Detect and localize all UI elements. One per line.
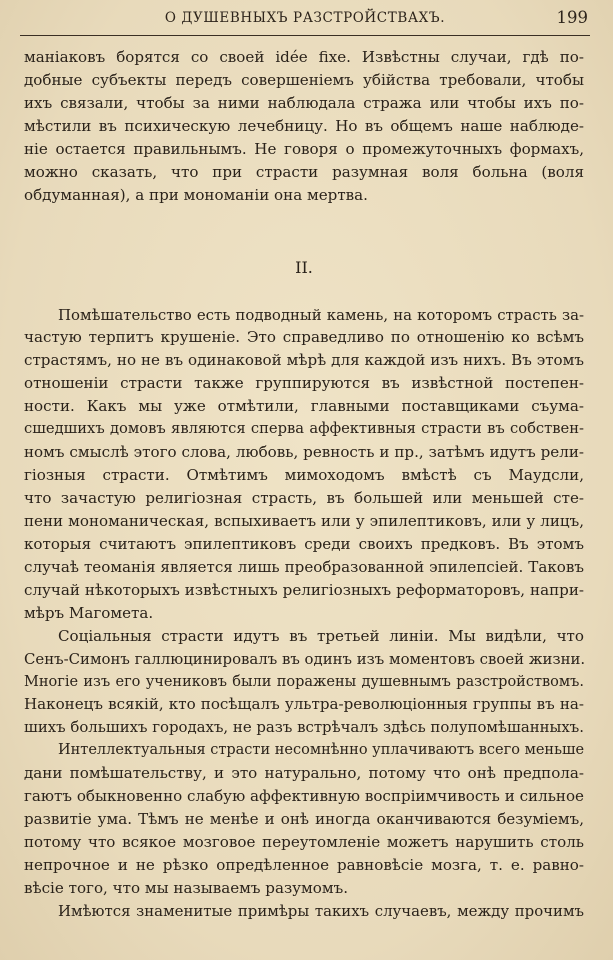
text-line: сшедшихъ домовъ являются сперва аффективныя страсти въ собствен- — [24, 420, 584, 438]
text-line: частую терпитъ крушеніе. Это справедливо по отношенію ко всѣмъ — [24, 328, 584, 347]
paragraph — [24, 739, 584, 900]
text-line: Помѣшательство есть подводный камень, на которомъ страсть за- — [58, 305, 584, 324]
text-line: ніе остается правильнымъ. Не говоря о промежуточныхъ формахъ, — [24, 139, 584, 158]
text-line: Соціальныя страсти идутъ въ третьей линіи. Мы видѣли, что — [58, 626, 584, 645]
paragraph — [24, 625, 584, 740]
text-line: пени мономаническая, вспыхиваетъ или у эпилептиковъ, или у лицъ, — [24, 511, 584, 530]
text-line: Наконецъ всякій, кто посѣщалъ ультра-революціонныя группы въ на- — [24, 695, 584, 714]
text-line: дани помѣшательству, и это натурально, потому что онѣ предпола- — [24, 764, 584, 783]
text-line: развитіе ума. Тѣмъ не менѣе и онѣ иногда оканчиваются безуміемъ, — [24, 810, 584, 829]
text-line: номъ смыслѣ этого слова, любовь, ревность и пр., затѣмъ идутъ рели- — [24, 443, 584, 462]
text-line: которыя считаютъ эпилептиковъ среди своихъ предковъ. Въ этомъ — [24, 534, 584, 553]
text-line: ихъ связали, чтобы за ними наблюдала стража или чтобы ихъ по- — [24, 93, 584, 112]
text-line: добные субъекты передъ совершеніемъ убійства требовали, чтобы — [24, 70, 584, 89]
text-line: обдуманная), а при мономаніи она мертва. — [24, 185, 368, 204]
text-line: потому что всякое мозговое переутомленіе можетъ нарушить столь — [24, 833, 584, 852]
header-rule — [20, 35, 590, 36]
text-line: Имѣются знаменитые примѣры такихъ случаевъ, между прочимъ — [58, 901, 584, 920]
text-line: Многіе изъ его учениковъ были поражены душевнымъ разстройствомъ. — [24, 673, 584, 690]
text-line: случаѣ теоманія является лишь преобразованной эпилепсіей. Таковъ — [24, 557, 584, 576]
text-line: отношеніи страсти также группируются въ извѣстной постепен- — [24, 374, 584, 393]
text-line: что зачастую религіозная страсть, въ большей или меньшей сте- — [24, 489, 584, 507]
page-number: 199 — [556, 8, 588, 27]
section-heading: II. — [295, 257, 313, 277]
text-line: случай нѣкоторыхъ извѣстныхъ религіозныхъ реформаторовъ, напри- — [24, 580, 584, 599]
text-line: непрочное и не рѣзко опредѣленное равновѣсіе мозга, т. е. равно- — [24, 856, 584, 874]
text-line: ности. Какъ мы уже отмѣтили, главными поставщиками съума- — [24, 397, 584, 416]
text-line: страстямъ, но не въ одинаковой мѣрѣ для каждой изъ нихъ. Въ этомъ — [24, 351, 584, 370]
page-body — [24, 46, 584, 923]
text-line: маніаковъ борятся со своей idée fixe. Извѣстны случаи, гдѣ по- — [24, 48, 584, 66]
text-line: гіозныя страсти. Отмѣтимъ мимоходомъ вмѣстѣ съ Маудсли, — [24, 466, 584, 485]
text-line: мѣръ Магомета. — [24, 603, 154, 622]
paragraph — [24, 900, 584, 923]
paragraph-continuation — [24, 46, 584, 207]
text-line: вѣсіе того, что мы называемъ разумомъ. — [24, 878, 349, 897]
text-line: гаютъ обыкновенно слабую аффективную воспріимчивость и сильное — [24, 787, 584, 806]
page-header — [20, 8, 590, 32]
text-line: мѣстили въ психическую лечебницу. Но въ общемъ наше наблюде- — [24, 116, 584, 135]
paragraph — [24, 304, 584, 625]
running-title: О ДУШЕВНЫХЪ РАЗСТРОЙСТВАХЪ. — [164, 10, 446, 26]
text-line: можно сказать, что при страсти разумная воля больна (воля — [24, 162, 584, 181]
text-line: шихъ большихъ городахъ, не разъ встрѣчалъ здѣсь полупомѣшанныхъ. — [24, 718, 584, 737]
text-line: Сенъ-Симонъ галлюцинировалъ въ одинъ изъ моментовъ своей жизни. — [24, 649, 586, 668]
text-line: Интеллектуальныя страсти несомнѣнно уплачиваютъ всего меньше — [58, 742, 585, 759]
